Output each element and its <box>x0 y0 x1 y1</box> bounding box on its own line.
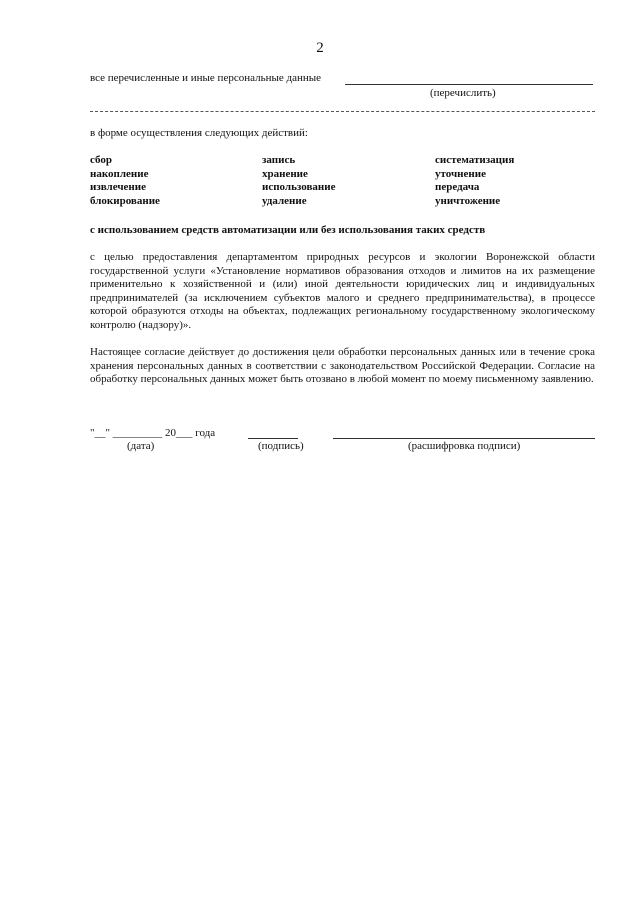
actions-row <box>90 168 560 182</box>
actions-row <box>90 181 560 195</box>
action-item: использование <box>262 181 336 193</box>
signature-label: (подпись) <box>258 440 304 452</box>
actions-title: в форме осуществления следующих действий: <box>90 127 308 139</box>
personal-data-fill-line <box>345 84 593 85</box>
action-item: уточнение <box>435 167 486 180</box>
purpose-paragraph: с целью предоставления департаментом природных ресурсов и экологии Воронежской области государственной услуги «Установление нормативов образования отходов и лимитов на их размещение применительно к хозяйственной и (или) иной деятельности юридических лиц и индивидуальных предпринимателей (за исключением субъектов малого и среднего предпринимательства), в процессе которой образуются отходы на объектах, подлежащих региональному государственному экологическому контролю (надзору)». <box>90 251 595 331</box>
date-label: (дата) <box>127 440 155 452</box>
action-item: блокирование <box>90 194 160 207</box>
validity-paragraph: Настоящее согласие действует до достижения цели обработки персональных данных или в течение срока хранения персональных данных в соответствии с законодательством Российской Федерации. Согласие на обработку персональных данных может быть отозвано в любой момент по моему письменному заявлению. <box>90 346 595 385</box>
actions-row <box>90 154 560 168</box>
action-item: запись <box>262 154 296 166</box>
personal-data-label: все перечисленные и иные персональные данные <box>90 72 322 84</box>
action-item: накопление <box>90 167 149 180</box>
automation-statement: с использованием средств автоматизации или без использования таких средств <box>90 224 486 236</box>
actions-row <box>90 195 560 209</box>
decode-label: (расшифровка подписи) <box>408 440 521 452</box>
page-number: 2 <box>316 40 324 56</box>
action-item: сбор <box>90 154 112 166</box>
actions-grid <box>90 154 560 208</box>
personal-data-fill-line-2 <box>90 111 595 112</box>
action-item: хранение <box>262 167 308 180</box>
personal-data-hint: (перечислить) <box>430 87 496 99</box>
action-item: извлечение <box>90 181 146 193</box>
signature-line <box>248 438 298 439</box>
action-item: удаление <box>262 194 307 207</box>
action-item: передача <box>435 181 480 193</box>
date-field: "__" _________ 20___ года <box>90 427 216 439</box>
decode-line <box>333 438 595 439</box>
action-item: систематизация <box>435 154 515 166</box>
action-item: уничтожение <box>435 194 501 207</box>
